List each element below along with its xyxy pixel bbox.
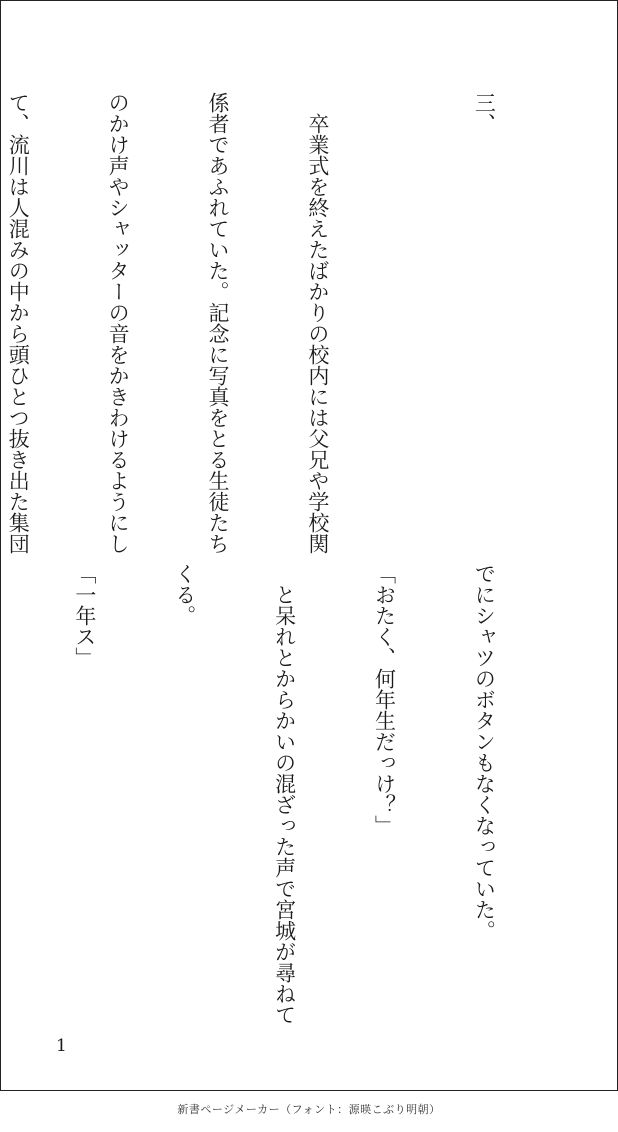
text-line: 「おたく、何年生だっけ？」 — [372, 563, 397, 836]
text-line: と呆れとからかいの混ざった声で宮城が尋ねて — [272, 563, 297, 1025]
text-line — [0, 563, 1, 1023]
text-line: 三、 — [472, 92, 497, 134]
text-line: 「一年ス」 — [72, 563, 97, 668]
text-line: でにシャツのボタンもなくなっていた。 — [472, 563, 497, 941]
text-line: て、流川は人混みの中から頭ひとつ抜き出た集団 — [6, 92, 31, 554]
page-number: 1 — [56, 1036, 67, 1056]
text-line: 係者であふれていた。記念に写真をとる生徒たち — [206, 92, 231, 554]
text-line: 卒業式を終えたばかりの校内には父兄や学校関 — [305, 92, 330, 554]
upper-text-block — [0, 92, 567, 554]
lower-text-block — [0, 563, 567, 1023]
text-line: くる。 — [172, 563, 197, 626]
footer-credit: 新書ページメーカー（フォント：源暎こぶり明朝） — [177, 1103, 441, 1116]
text-line: のかけ声やシャッターの音をかきわけるようにし — [106, 92, 131, 554]
